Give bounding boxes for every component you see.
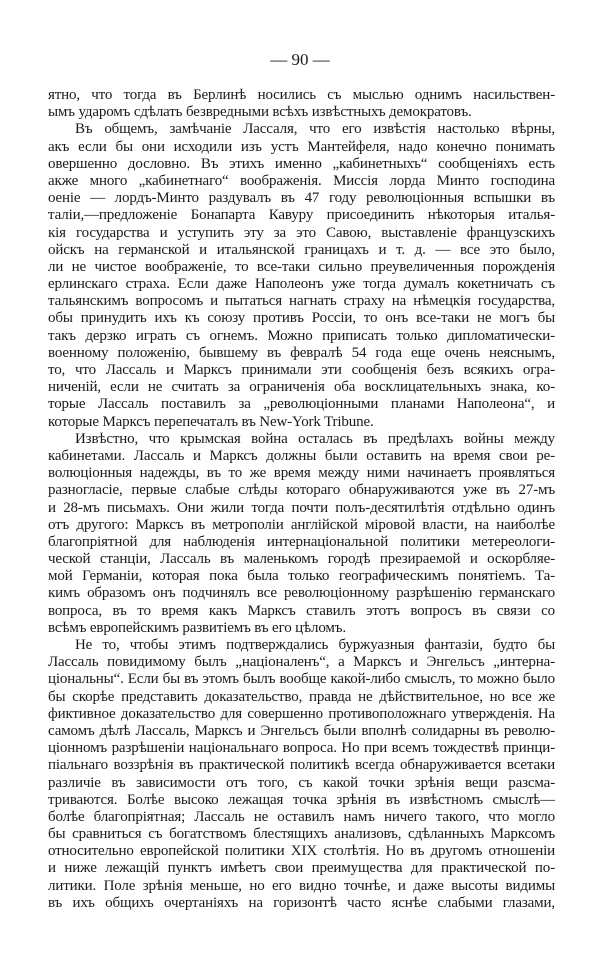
text-line: благопріятной для наблюденія интернаціональной политики метереологи- (48, 533, 555, 550)
text-line: оеніе — лордъ-Минто раздувалъ въ 47 году революціонныя вспышки въ (48, 190, 555, 207)
text-line: ціонномъ разрѣшеніи національнаго вопроса. Но при всемъ тождествѣ принци- (48, 740, 555, 757)
text-line: и ниже лежащій пунктъ имѣетъ свои преимущества для практической по- (48, 860, 555, 877)
text-line: такъ дерзко играть съ огнемъ. Можно приписать только дипломатически- (48, 327, 555, 344)
text-line: кія государства и уступить эту за это Савою, выставленіе французскихъ (48, 224, 555, 241)
text-line: триваются. Болѣе высоко лежащая точка зрѣнія въ извѣстномъ смыслѣ— (48, 791, 555, 808)
text-line: ерлинскаго страха. Если даже Наполеонъ уже тогда думалъ кокетничать съ (48, 276, 555, 293)
text-line: въ ихъ общихъ очертаніяхъ на горизонтѣ часто яснѣе слабыми глазами, (48, 894, 555, 911)
text-line: болѣе благопріятная; Лассаль не оставилъ намъ ничего такого, что могло (48, 808, 555, 825)
text-line: всѣмъ европейскимъ развитіемъ въ его цѣломъ. (48, 619, 346, 636)
text-line: мой Германіи, которая пока была только географическимъ понятіемъ. Та- (48, 568, 555, 585)
text-line: ли не чистое воображеніе, то все-таки сильно преувеличенныя порожденія (48, 258, 555, 275)
text-line: ымъ ударомъ сдѣлать безвредными всѣхъ извѣстныхъ демократовъ. (48, 104, 472, 121)
text-line: кабинетами. Лассаль и Марксъ должны были оставить на время свои ре- (48, 447, 555, 464)
text-line: акже много „кабинетнаго“ воображенія. Миссія лорда Минто господина (48, 172, 555, 189)
text-line: овершенно дословно. Въ этихъ именно „кабинетныхъ“ сообщеніяхъ есть (48, 155, 555, 172)
text-line: ческой станціи, Лассаль въ маленькомъ городѣ презираемой и оскорбляе- (48, 551, 555, 568)
paragraph (48, 121, 555, 430)
text-line: піальнаго воззрѣнія въ практической политикѣ всегда обнаруживается всетаки (48, 757, 555, 774)
text-line: бы сравниться съ богатствомъ блестящихъ анализовъ, сдѣланныхъ Марксомъ (48, 826, 555, 843)
text-line: литики. Поле зрѣнія меньше, но его видно точнѣе, и даже высоты видимы (48, 877, 555, 894)
text-line: различіе въ зависимости отъ того, съ какой точки зрѣнія вещи разсма- (48, 774, 555, 791)
text-line: обы принудить ихъ къ союзу противъ Россіи, то онъ все-таки не могъ бы (48, 310, 555, 327)
text-line: разногласіе, первые слабые слѣды котораго обнаруживаются уже въ 27-мъ (48, 482, 555, 499)
text-line: которые Марксъ перепечаталъ въ New-York Tribune. (48, 413, 374, 430)
text-line: Въ общемъ, замѣчаніе Лассаля, что его извѣстія настолько вѣрны, (75, 121, 555, 138)
text-line: торые Лассаль поставилъ за „революціонными планами Наполеона“, и (48, 396, 555, 413)
text-line: военному положенію, бывшему въ февралѣ 54 года еще очень неяснымъ, (48, 344, 555, 361)
text-line: то, что Лассаль и Марксъ принимали эти сообщенія безъ всякихъ огра- (48, 362, 555, 378)
text-line: и 28-мъ письмахъ. Они жили тогда почти полъ-десятилѣтія отдѣльно одинъ (48, 499, 555, 516)
text-line: кимъ образомъ онъ подчинялъ все революціонному разрѣшенію германскаго (48, 585, 555, 602)
text-line: вопроса, въ то время какъ Марксъ ставилъ этотъ вопросъ въ связи со (48, 602, 555, 619)
text-line: волюціонныя надежды, въ то же время между ними начинаетъ проявляться (48, 465, 555, 482)
text-line: таліи,—предложеніе Бонапарта Кавуру присоединить нѣкоторыя италья- (48, 207, 555, 224)
text-line: Лассаль повидимому былъ „націоналенъ“, а Марксъ и Энгельсъ „интерна- (48, 654, 555, 671)
paragraph (48, 637, 555, 912)
text-line: Не то, чтобы этимъ подтверждались буржуазныя фантазіи, будто бы (75, 637, 555, 653)
text-line: относительно европейской политики XIX столѣтія. Но въ другомъ отношеніи (48, 843, 555, 860)
page-number: — 90 — (270, 50, 330, 69)
text-line: самомъ дѣлѣ Лассаль, Марксъ и Энгельсъ были вполнѣ солидарны въ револю- (48, 722, 555, 739)
text-line: фиктивное доказательство для совершенно противоположнаго утвержденія. На (48, 705, 555, 722)
paragraph (48, 87, 555, 121)
text-line: акъ если бы они исходили изъ устъ Мантейфеля, надо конечно понимать (48, 138, 555, 155)
text-line: отъ другого: Марксъ въ метрополіи англійской міровой власти, на наиболѣе (48, 516, 555, 533)
text-line: ойскъ на германской и итальянской границахъ и т. д. — все это было, (48, 241, 555, 258)
text-line: тальянскимъ вопросомъ и пытаться нагнать страху на нѣмецкія государства, (48, 293, 555, 310)
text-line: Извѣстно, что крымская война осталась въ предѣлахъ войны между (75, 430, 555, 447)
text-line: бы скорѣе представить доказательство, правда не дѣйствительное, но все же (48, 688, 555, 705)
text-line: ціональны“. Если бы въ этомъ былъ вообще какой-либо смыслъ, то можно было (48, 671, 555, 688)
text-line: ятно, что тогда въ Берлинѣ носились съ мыслью однимъ насильствен- (48, 87, 555, 103)
body-text (48, 87, 555, 912)
text-line: ниченій, если не считать за ограниченія оба восклицательныхъ знака, ко- (48, 379, 555, 396)
paragraph (48, 431, 555, 637)
